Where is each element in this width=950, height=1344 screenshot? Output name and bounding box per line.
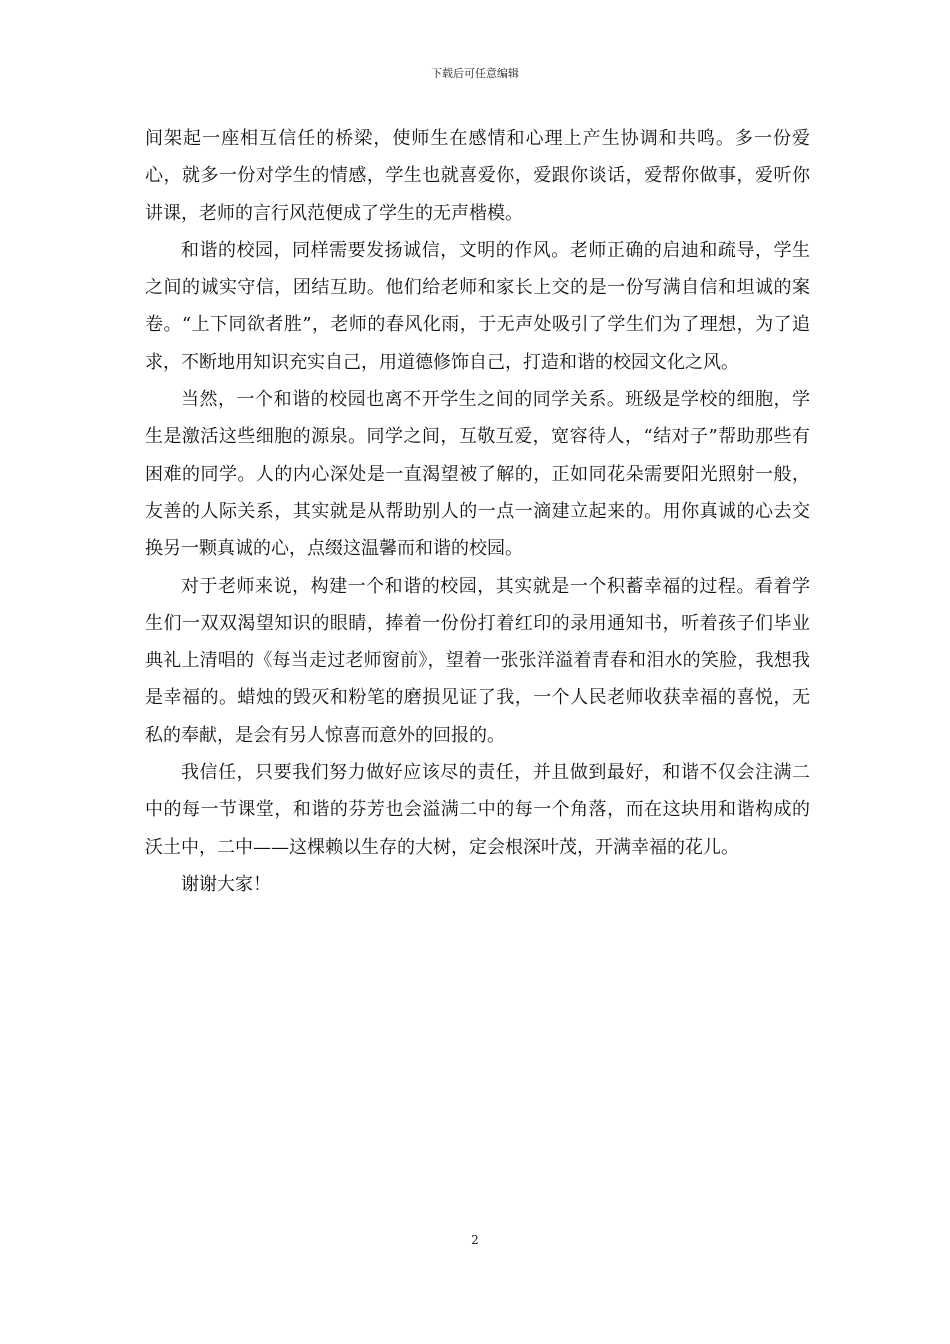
paragraph-classmates: 当然，一个和谐的校园也离不开学生之间的同学关系。班级是学校的细胞，学生是激活这些细胞的源泉。同学之间，互敬互爱，宽容待人，“结对子”帮助那些有困难的同学。人的内心深处是一直渴望被了解的，正如同花朵需要阳光照射一般，友善的人际关系，其实就是从帮助别人的一点一滴建立起来的。用你真诚的心去交换另一颗真诚的心，点缀这温馨而和谐的校园。 (145, 389, 810, 560)
document-body (145, 120, 810, 903)
paragraph-conclusion: 我信任，只要我们努力做好应该尽的责任，并且做到最好，和谐不仅会注满二中的每一节课堂，和谐的芬芳也会溢满二中的每一个角落，而在这块用和谐构成的沃土中，二中——这棵赖以生存的大树，定会根深叶茂，开满幸福的花儿。 (145, 762, 810, 858)
page-header: 下载后可任意编辑 (431, 67, 519, 80)
paragraph-continued: 间架起一座相互信任的桥梁，使师生在感情和心理上产生协调和共鸣。多一份爱心，就多一份对学生的情感，学生也就喜爱你，爱跟你谈话，爱帮你做事，爱听你讲课，老师的言行风范便成了学生的无声楷模。 (145, 128, 810, 224)
paragraph-thanks: 谢谢大家！ (181, 873, 271, 895)
paragraph-teacher-happiness: 对于老师来说，构建一个和谐的校园，其实就是一个积蓄幸福的过程。看着学生们一双双渴望知识的眼睛，捧着一份份打着红印的录用通知书，听着孩子们毕业典礼上清唱的《每当走过老师窗前》，望着一张张洋溢着青春和泪水的笑脸，我想我是幸福的。蜡烛的毁灭和粉笔的磨损见证了我，一个人民老师收获幸福的喜悦，无私的奉献，是会有另人惊喜而意外的回报的。 (145, 575, 810, 746)
paragraph-integrity: 和谐的校园，同样需要发扬诚信，文明的作风。老师正确的启迪和疏导，学生之间的诚实守信，团结互助。他们给老师和家长上交的是一份写满自信和坦诚的案卷。“上下同欲者胜”，老师的春风化雨，于无声处吸引了学生们为了理想，为了追求，不断地用知识充实自己，用道德修饰自己，打造和谐的校园文化之风。 (145, 239, 810, 373)
page-number: 2 (471, 1233, 479, 1247)
